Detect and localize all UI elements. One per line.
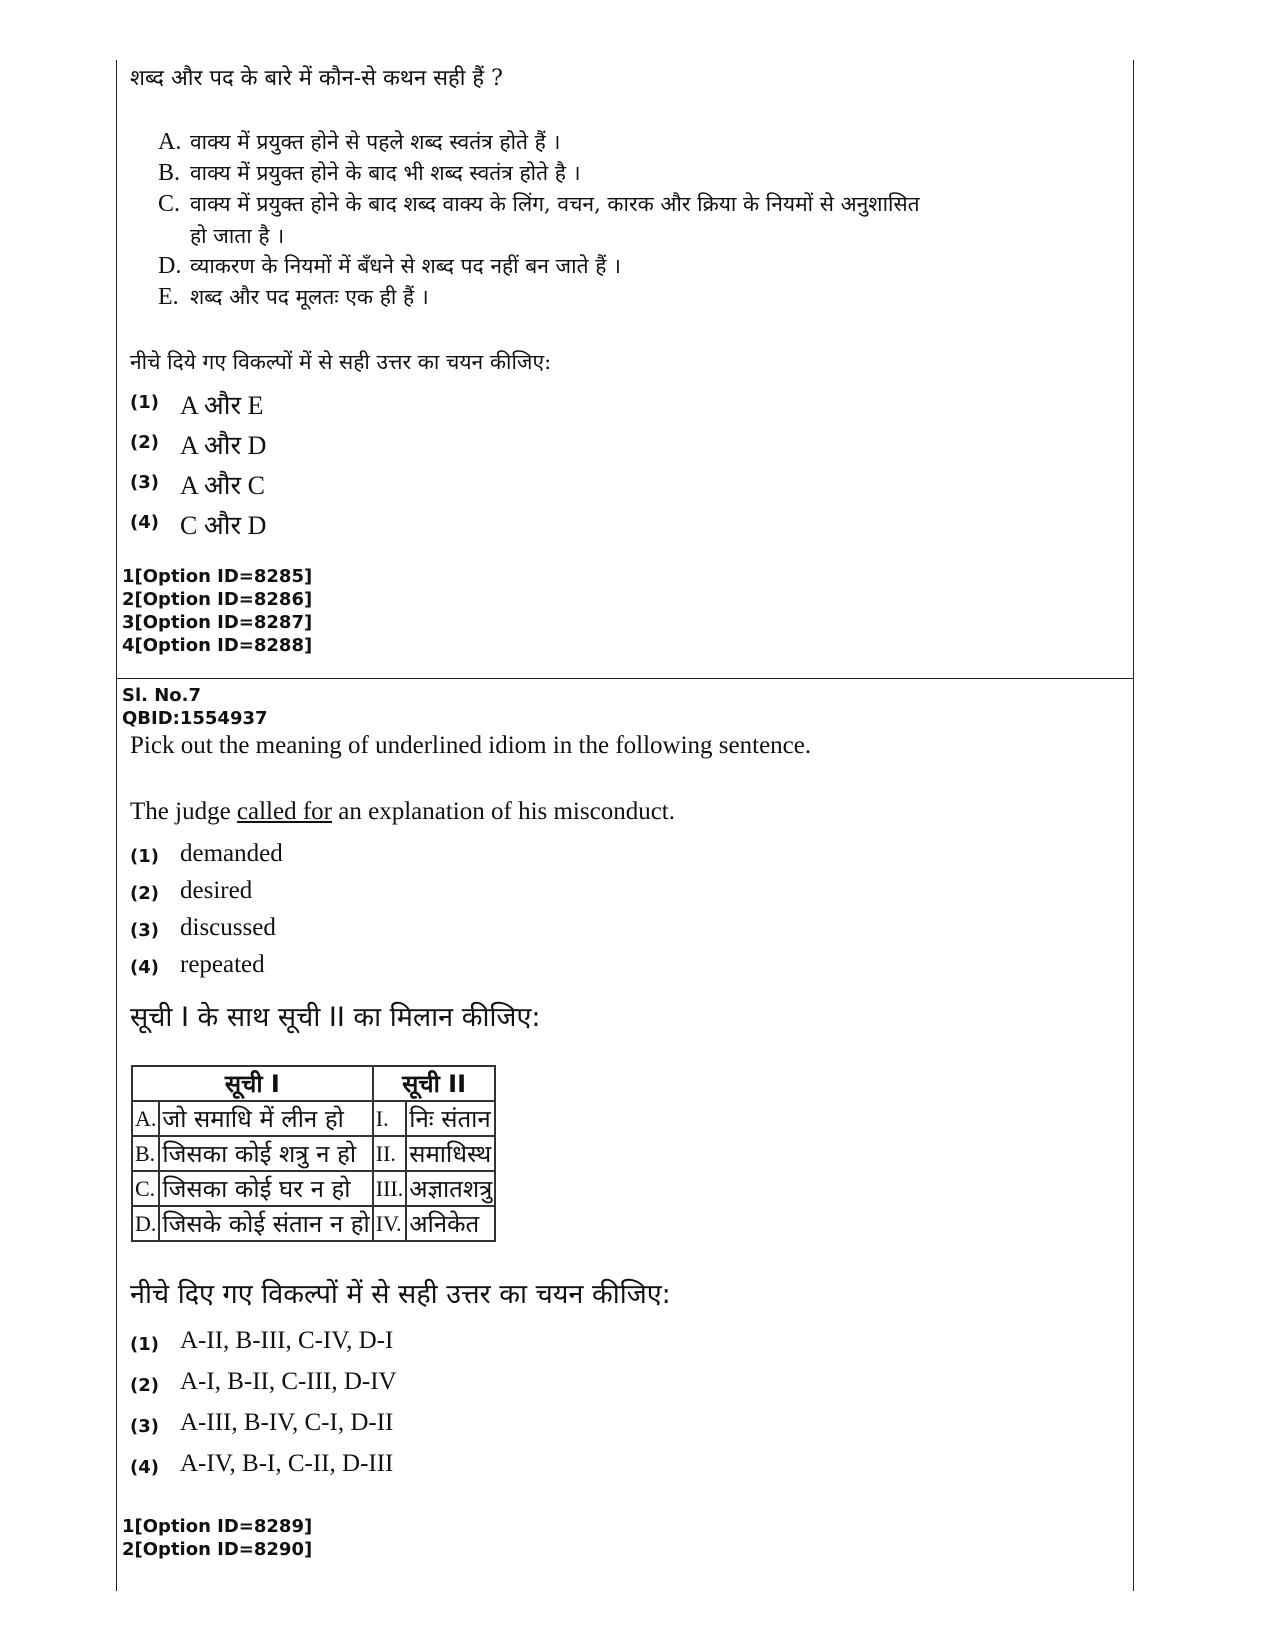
list1-letter: A. xyxy=(132,1101,159,1136)
list1-item: जिसके कोई संतान न हो xyxy=(159,1206,372,1241)
option-text: discussed xyxy=(180,914,276,941)
list2-item: अज्ञातशत्रु xyxy=(406,1171,495,1206)
statement-a xyxy=(158,128,560,156)
serial-number: Sl. No.7 xyxy=(122,685,202,706)
table-row xyxy=(132,1136,495,1171)
instruction-text: नीचे दिये गए विकल्पों में से सही उत्तर का चयन कीजिए: xyxy=(130,350,552,374)
option-id: 1[Option ID=8289] xyxy=(122,1516,313,1537)
option-number: (4) xyxy=(130,512,159,533)
list1-item: जिसका कोई घर न हो xyxy=(159,1171,372,1206)
option-text: A-II, B-III, C-IV, D-I xyxy=(180,1327,394,1354)
match-table xyxy=(131,1065,496,1242)
list1-letter: B. xyxy=(132,1136,159,1171)
list2-item: निः संतान xyxy=(406,1101,495,1136)
question-bank-id: QBID:1554937 xyxy=(122,708,268,729)
table-row xyxy=(132,1206,495,1241)
statement-letter: D. xyxy=(158,253,182,279)
statement-letter: B. xyxy=(158,160,181,186)
statement-letter: A. xyxy=(158,129,182,155)
list1-header: सूची I xyxy=(132,1066,373,1101)
option-text: desired xyxy=(180,877,253,904)
statement-text: वाक्य में प्रयुक्त होने के बाद शब्द वाक्य के लिंग, वचन, कारक और क्रिया के नियमों से अनुशासित xyxy=(190,192,920,216)
option-text: A और D xyxy=(180,431,267,460)
statement-letter: E. xyxy=(158,284,179,310)
statement-text: व्याकरण के नियमों में बँधने से शब्द पद नहीं बन जाते हैं । xyxy=(190,254,622,278)
question-prompt: Pick out the meaning of underlined idiom in the following sentence. xyxy=(130,732,812,759)
statement-text: शब्द और पद मूलतः एक ही हैं । xyxy=(190,285,429,309)
list2-numeral: III. xyxy=(373,1171,406,1206)
statement-b xyxy=(158,159,581,187)
option-id: 2[Option ID=8290] xyxy=(122,1539,313,1560)
option-text: A-I, B-II, C-III, D-IV xyxy=(180,1368,397,1395)
option-text: A-III, B-IV, C-I, D-II xyxy=(180,1409,394,1436)
list2-numeral: II. xyxy=(373,1136,406,1171)
option-text: demanded xyxy=(180,840,283,867)
list2-header: सूची II xyxy=(373,1066,496,1101)
statement-c xyxy=(158,190,920,218)
list1-item: जो समाधि में लीन हो xyxy=(159,1101,372,1136)
sentence-part: The judge xyxy=(130,798,237,825)
option-id: 1[Option ID=8285] xyxy=(122,566,313,587)
option-number: (4) xyxy=(130,1457,159,1478)
list1-letter: D. xyxy=(132,1206,159,1241)
list1-item: जिसका कोई शत्रु न हो xyxy=(159,1136,372,1171)
list2-item: समाधिस्थ xyxy=(406,1136,495,1171)
option-number: (1) xyxy=(130,392,159,413)
option-number: (3) xyxy=(130,1416,159,1437)
option-number: (2) xyxy=(130,1375,159,1396)
option-text: A-IV, B-I, C-II, D-III xyxy=(180,1450,394,1477)
option-number: (2) xyxy=(130,432,159,453)
option-number: (2) xyxy=(130,883,159,904)
list2-numeral: IV. xyxy=(373,1206,406,1241)
option-id: 3[Option ID=8287] xyxy=(122,612,313,633)
option-number: (3) xyxy=(130,472,159,493)
statement-text: वाक्य में प्रयुक्त होने से पहले शब्द स्वतंत्र होते हैं । xyxy=(190,130,561,154)
statement-d xyxy=(158,252,621,280)
option-text: C और D xyxy=(180,511,267,540)
idiom-sentence xyxy=(130,798,675,826)
list1-letter: C. xyxy=(132,1171,159,1206)
match-question-title: सूची I के साथ सूची II का मिलान कीजिए: xyxy=(130,1002,541,1033)
table-row xyxy=(132,1101,495,1136)
option-id: 4[Option ID=8288] xyxy=(122,635,313,656)
instruction-text: नीचे दिए गए विकल्पों में से सही उत्तर का चयन कीजिए: xyxy=(130,1279,671,1310)
statement-text: वाक्य में प्रयुक्त होने के बाद भी शब्द स्वतंत्र होते है । xyxy=(190,161,581,185)
statement-e xyxy=(158,283,429,311)
option-text: A और C xyxy=(180,471,265,500)
statement-c-continuation: हो जाता है । xyxy=(190,224,285,248)
option-id: 2[Option ID=8286] xyxy=(122,589,313,610)
list2-numeral: I. xyxy=(373,1101,406,1136)
section-divider xyxy=(116,678,1134,679)
underlined-idiom: called for xyxy=(236,798,333,825)
option-text: A और E xyxy=(180,391,264,420)
sentence-part: an explanation of his misconduct. xyxy=(332,798,675,825)
table-header-row xyxy=(132,1066,495,1101)
option-number: (3) xyxy=(130,920,159,941)
option-number: (1) xyxy=(130,1334,159,1355)
option-number: (4) xyxy=(130,957,159,978)
question-prompt: शब्द और पद के बारे में कौन-से कथन सही हैं ? xyxy=(130,66,503,91)
option-number: (1) xyxy=(130,846,159,867)
option-text: repeated xyxy=(180,951,265,978)
statement-letter: C. xyxy=(158,191,181,217)
list2-item: अनिकेत xyxy=(406,1206,495,1241)
table-row xyxy=(132,1171,495,1206)
